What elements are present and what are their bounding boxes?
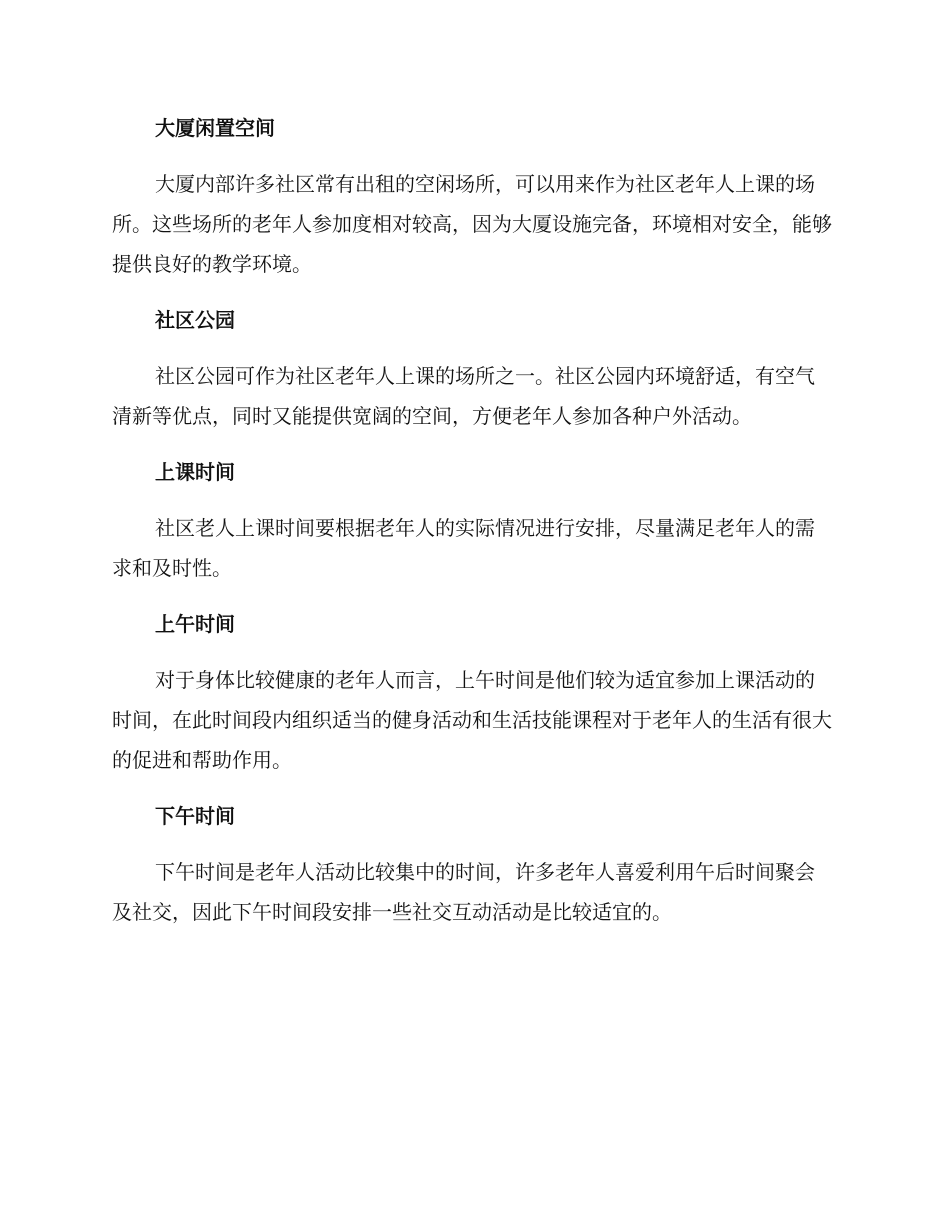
section-class-time (112, 452, 832, 588)
section-community-park (112, 300, 832, 436)
section-paragraph: 对于身体比较健康的老年人而言，上午时间是他们较为适宜参加上课活动的时间，在此时间段内组织适当的健身活动和生活技能课程对于老年人的生活有很大的促进和帮助作用。 (112, 668, 832, 772)
section-paragraph: 社区公园可作为社区老年人上课的场所之一。社区公园内环境舒适，有空气清新等优点，同时又能提供宽阔的空间，方便老年人参加各种户外活动。 (112, 364, 815, 428)
section-paragraph: 下午时间是老年人活动比较集中的时间，许多老年人喜爱利用午后时间聚会及社交，因此下午时间段安排一些社交互动活动是比较适宜的。 (112, 860, 815, 924)
section-heading: 下午时间 (155, 804, 235, 828)
section-heading: 大厦闲置空间 (155, 116, 275, 140)
document-page (112, 108, 832, 948)
section-paragraph: 大厦内部许多社区常有出租的空闲场所，可以用来作为社区老年人上课的场所。这些场所的老年人参加度相对较高，因为大厦设施完备，环境相对安全，能够提供良好的教学环境。 (112, 172, 832, 276)
section-heading: 上午时间 (155, 612, 235, 636)
section-morning-time (112, 604, 832, 780)
section-building-space (112, 108, 832, 284)
section-heading: 上课时间 (155, 460, 235, 484)
section-afternoon-time (112, 796, 832, 932)
section-heading: 社区公园 (155, 308, 235, 332)
section-paragraph: 社区老人上课时间要根据老年人的实际情况进行安排，尽量满足老年人的需求和及时性。 (112, 516, 815, 580)
